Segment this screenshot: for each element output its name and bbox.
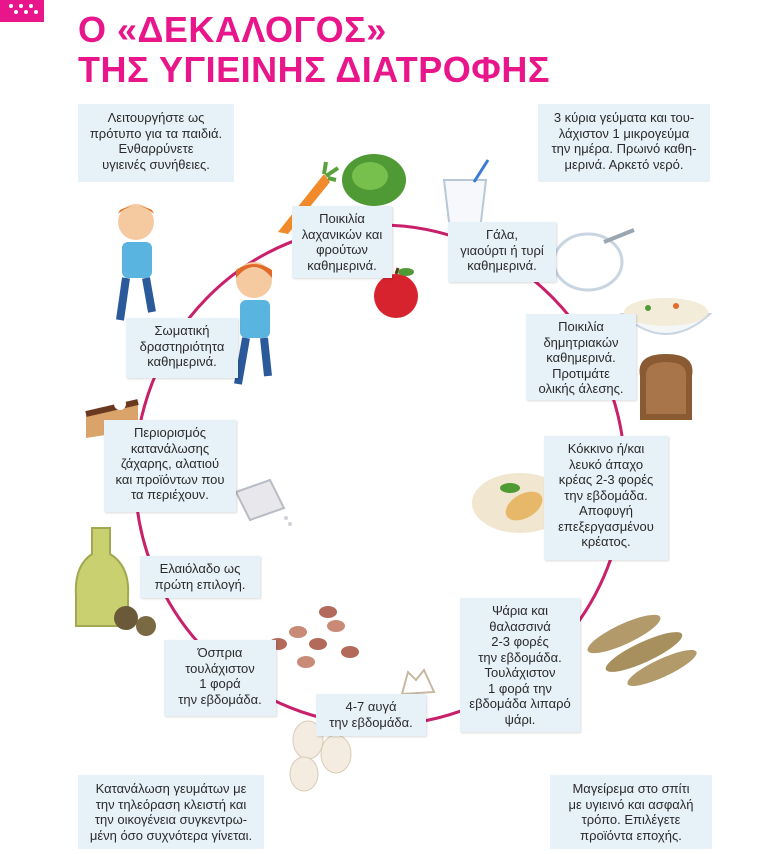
note-meals: 3 κύρια γεύματα και του- λάχιστον 1 μικρογεύμα την ημέρα. Πρωινό καθη- μερινά. Αρκετό νερό.: [538, 104, 710, 182]
title-line-2: ΤΗΣ ΥΓΙΕΙΝΗΣ ΔΙΑΤΡΟΦΗΣ: [78, 49, 550, 90]
lettuce-icon: [340, 148, 408, 208]
tip-fish-seafood: Ψάρια και θαλασσινά 2-3 φορές την εβδομάδα. Τουλάχιστον 1 φορά την εβδομάδα λιπαρό ψάρι.: [460, 598, 580, 732]
yogurt-bowl-icon: [548, 226, 636, 292]
bread-icon: [632, 348, 700, 424]
tip-meat: Κόκκινο ή/και λευκό άπαχο κρέας 2-3 φορές την εβδομάδα. Αποφυγή επεξεργασμένου κρέατος.: [544, 436, 668, 560]
tip-legumes: Όσπρια τουλάχιστον 1 φορά την εβδομάδα.: [164, 640, 276, 716]
fish-icon: [574, 594, 702, 690]
title-line-1: Ο «ΔΕΚΑΛΟΓΟΣ»: [78, 9, 387, 50]
tip-physical-activity: Σωματική δραστηριότητα καθημερινά.: [126, 318, 238, 378]
salt-shaker-icon: [232, 474, 294, 530]
milk-glass-icon: [440, 158, 494, 232]
boy-running-icon: [106, 200, 168, 330]
tip-olive-oil: Ελαιόλαδο ως πρώτη επιλογή.: [140, 556, 260, 598]
note-family-meals: Κατανάλωση γευμάτων με την τηλεόραση κλειστή και την οικογένεια συγκεντρω- μένη όσο συχνότερα γίνεται.: [78, 775, 264, 849]
tip-vegetables-fruits: Ποικιλία λαχανικών και φρούτων καθημερινά.: [292, 206, 392, 278]
tip-grains: Ποικιλία δημητριακών καθημερινά. Προτιμάτε ολικής άλεσης.: [526, 314, 636, 400]
tip-sugar-salt: Περιορισμός κατανάλωσης ζάχαρης, αλατιού και προϊόντων που τα περιέχουν.: [104, 420, 236, 512]
tip-eggs: 4-7 αυγά την εβδομάδα.: [316, 694, 426, 736]
note-home-cooking: Μαγείρεμα στο σπίτι με υγιεινό και ασφαλή τρόπο. Επιλέγετε προϊόντα εποχής.: [550, 775, 712, 849]
note-role-model: Λειτουργήστε ως πρότυπο για τα παιδιά. Ενθαρρύνετε υγιεινές συνήθειες.: [78, 104, 234, 182]
tip-dairy: Γάλα, γιαούρτι ή τυρί καθημερινά.: [448, 222, 556, 282]
